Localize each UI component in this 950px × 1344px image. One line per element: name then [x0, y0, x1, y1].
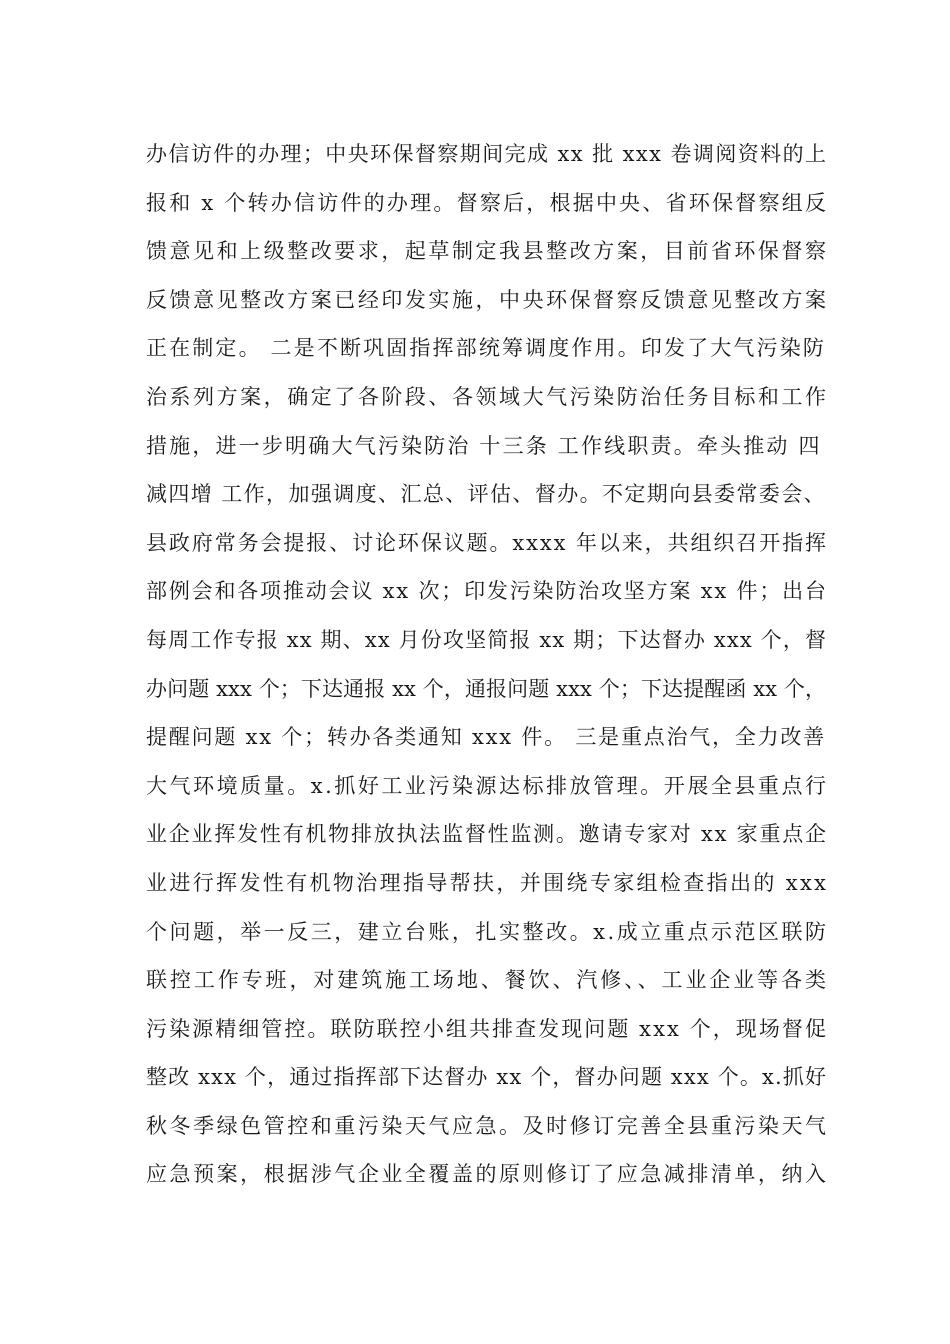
text-line-content: 办信访件的办理；中央环保督察期间完成 xx 批 xxx 卷调阅资料的上	[146, 142, 828, 166]
text-line-content: 秋冬季绿色管控和重污染天气应急。及时修订完善全县重污染天气	[146, 1113, 829, 1138]
text-line	[146, 713, 826, 762]
text-line-content: 个问题，举一反三，建立台账，扎实整改。x.成立重点示范区联防	[146, 919, 829, 944]
text-line-content: 大气环境质量。x.抓好工业污染源达标排放管理。开展全县重点行	[146, 773, 829, 798]
text-line	[146, 1150, 829, 1199]
text-line-content: 县政府常务会提报、讨论环保议题。xxxx 年以来，共组织召开指挥	[146, 530, 828, 555]
text-line	[146, 422, 826, 471]
text-line	[146, 1102, 829, 1151]
text-line	[146, 616, 826, 665]
body-text	[146, 130, 829, 1199]
text-line	[146, 762, 829, 811]
text-line-content: 办问题 xxx 个；下达通报 xx 个，通报问题 xxx 个；下达提醒函 xx 个，	[146, 676, 827, 701]
text-line	[146, 179, 829, 228]
text-line	[146, 1005, 829, 1054]
text-line	[146, 470, 826, 519]
text-line-content: 污染源精细管控。联防联控小组共排查发现问题 xxx 个，现场督促	[146, 1016, 829, 1041]
text-line	[146, 859, 829, 908]
text-line-content: 部例会和各项推动会议 xx 次；印发污染防治攻坚方案 xx 件；出台	[146, 579, 828, 604]
text-line-content: 联控工作专班，对建筑施工场地、餐饮、汽修、、工业企业等各类	[146, 968, 829, 993]
text-line	[146, 956, 829, 1005]
text-line	[146, 1053, 826, 1102]
text-line-content: 业企业挥发性有机物排放执法监督性监测。邀请专家对 xx 家重点企	[146, 822, 828, 847]
text-line-content: 正在制定。 二是不断巩固指挥部统筹调度作用。印发了大气污染防	[146, 336, 826, 361]
text-line	[146, 324, 826, 373]
text-line-content: 反馈意见整改方案已经印发实施，中央环保督察反馈意见整改方案	[146, 287, 829, 312]
text-line-content: 整改 xxx 个，通过指挥部下达督办 xx 个，督办问题 xxx 个。x.抓好	[146, 1065, 828, 1090]
text-line-content: 应急预案，根据涉气企业全覆盖的原则修订了应急减排清单，纳入	[146, 1162, 829, 1187]
text-line-content: 业进行挥发性有机物治理指导帮扶，并围绕专家组检查指出的 xxx	[146, 870, 829, 895]
text-line-content: 报和 x 个转办信访件的办理。督察后，根据中央、省环保督察组反	[146, 190, 829, 215]
text-line	[146, 567, 826, 616]
text-line	[146, 130, 826, 179]
text-line-content: 每周工作专报 xx 期、xx 月份攻坚简报 xx 期；下达督办 xxx 个，督	[146, 627, 828, 652]
text-line	[146, 276, 829, 325]
text-line	[146, 810, 826, 859]
text-line-content: 馈意见和上级整改要求，起草制定我县整改方案，目前省环保督察	[146, 239, 829, 264]
text-line	[146, 908, 829, 957]
text-line	[146, 227, 829, 276]
text-line-content: 减四增 工作，加强调度、汇总、评估、督办。不定期向县委常委会、	[146, 482, 826, 507]
text-line	[146, 373, 829, 422]
text-line-content: 措施，进一步明确大气污染防治 十三条 工作线职责。牵头推动 四	[146, 433, 822, 458]
text-line	[146, 665, 826, 714]
text-line-content: 治系列方案，确定了各阶段、各领域大气污染防治任务目标和工作	[146, 384, 829, 409]
text-line	[146, 519, 826, 568]
text-line-content: 提醒问题 xx 个；转办各类通知 xxx 件。 三是重点治气，全力改善	[146, 725, 826, 750]
